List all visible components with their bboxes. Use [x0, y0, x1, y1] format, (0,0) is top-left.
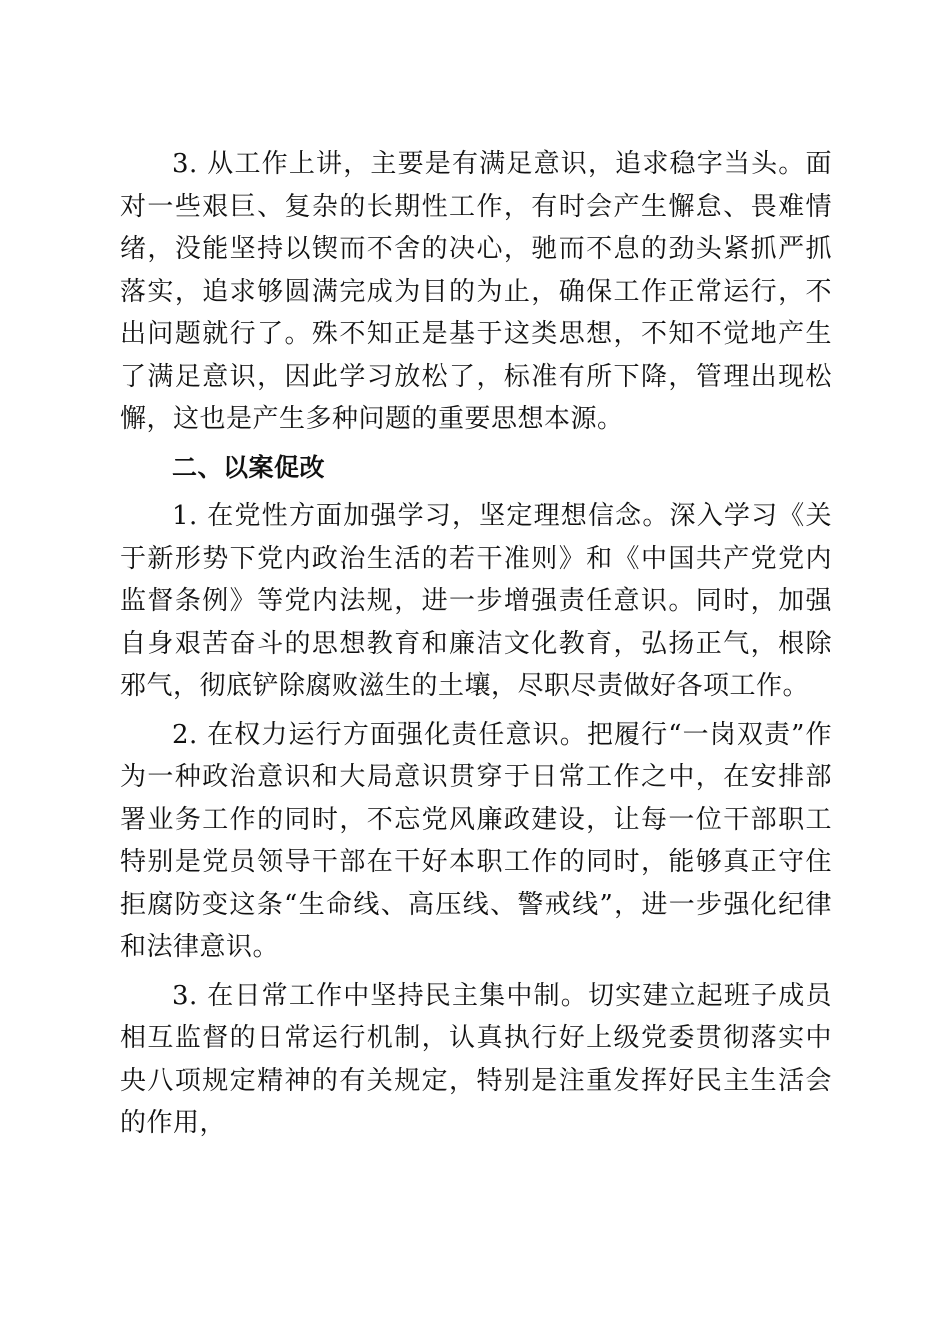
section-heading-reform: 二、以案促改 — [172, 452, 326, 482]
paragraph-party-study: 1. 在党性方面加强学习，坚定理想信念。深入学习《关于新形势下党内政治生活的若干准则》和《中国共产党党内监督条例》等党内法规，进一步增强责任意识。同时，加强自身艰苦奋斗的思想教育和廉洁文化教育，弘扬正气，根除邪气，彻底铲除腐败滋生的土壤，尽职尽责做好各项工作。 — [120, 501, 832, 701]
paragraph-power-responsibility: 2. 在权力运行方面强化责任意识。把履行“一岗双责”作为一种政治意识和大局意识贯穿于日常工作之中，在安排部署业务工作的同时，不忘党风廉政建设，让每一位干部职工特别是党员领导干部在干好本职工作的同时，能够真正守住拒腐防变这条“生命线、高压线、警戒线”，进一步强化纪律和法律意识。 — [120, 719, 832, 962]
paragraph-democratic-centralism: 3. 在日常工作中坚持民主集中制。切实建立起班子成员相互监督的日常运行机制，认真执行好上级党委贯彻落实中央八项规定精神的有关规定，特别是注重发挥好民主生活会的作用， — [120, 980, 832, 1138]
paragraph-work-satisfaction: 3. 从工作上讲，主要是有满足意识，追求稳字当头。面对一些艰巨、复杂的长期性工作，有时会产生懈怠、畏难情绪，没能坚持以锲而不舍的决心，驰而不息的劲头紧抓严抓落实，追求够圆满完成为目的为止，确保工作正常运行，不出问题就行了。殊不知正是基于这类思想，不知不觉地产生了满足意识，因此学习放松了，标准有所下降，管理出现松懈，这也是产生多种问题的重要思想本源。 — [120, 149, 832, 434]
document-body — [120, 143, 832, 1145]
